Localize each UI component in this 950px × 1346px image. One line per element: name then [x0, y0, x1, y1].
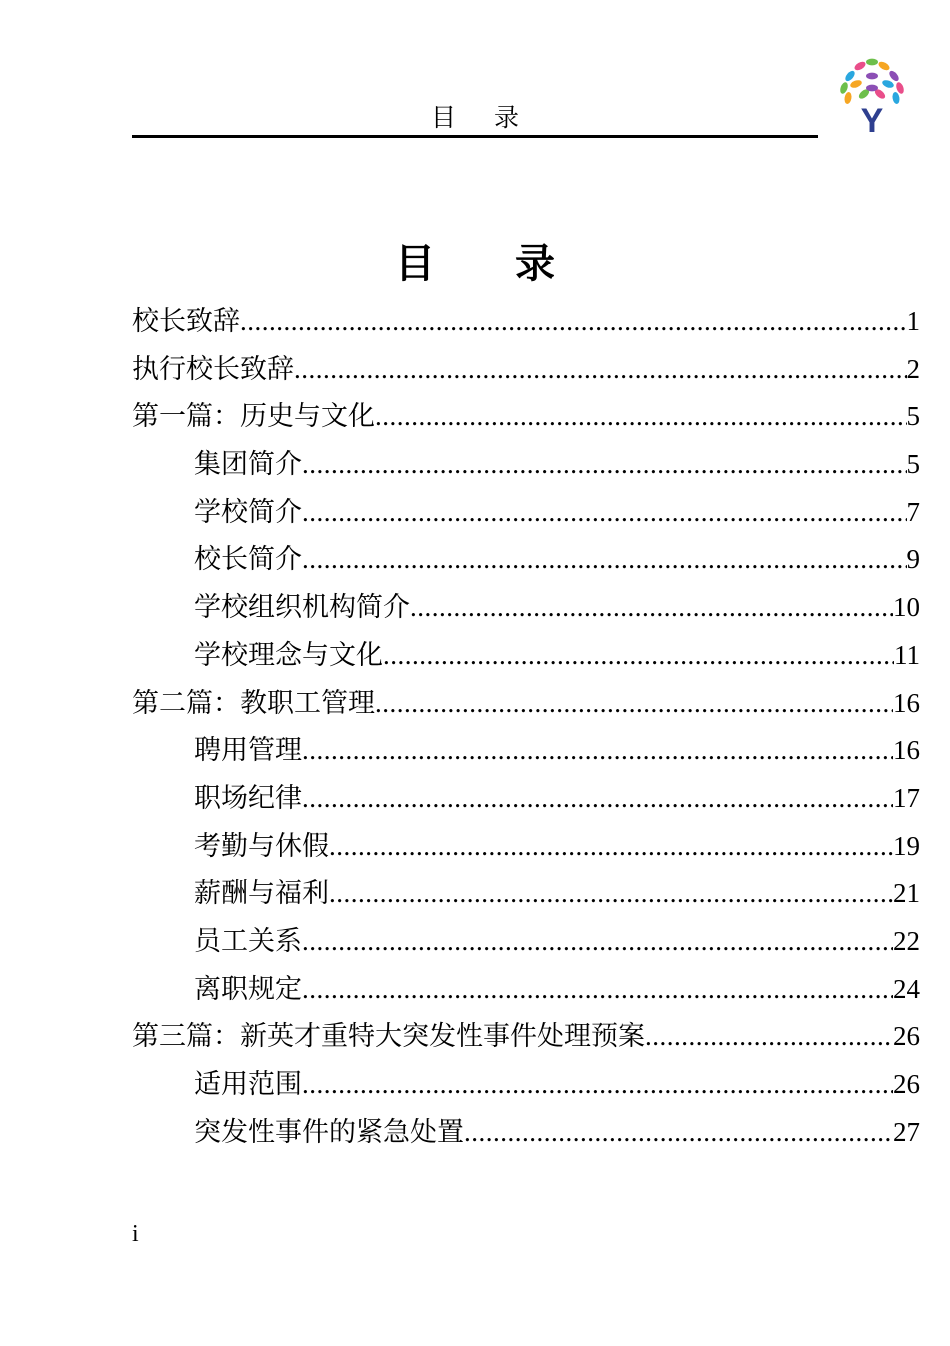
- toc-entry-label: 适用范围: [194, 1069, 302, 1100]
- logo-leaf: [844, 69, 857, 83]
- toc-entry[interactable]: [132, 584, 920, 632]
- logo-leaf: [853, 60, 867, 72]
- toc-entry[interactable]: [132, 393, 920, 441]
- toc-dot-leader: [383, 632, 894, 680]
- toc-entry[interactable]: [132, 680, 920, 728]
- toc-entry-label: 聘用管理: [194, 735, 302, 767]
- toc-dot-leader: [375, 393, 907, 441]
- toc-dot-leader: [302, 489, 907, 537]
- toc-dot-leader: [302, 966, 893, 1014]
- toc-entry-label: 第三篇：新英才重特大突发性事件处理预案: [132, 1021, 645, 1053]
- toc-entry-label: 集团简介: [194, 449, 302, 481]
- toc-entry-page: 7: [906, 496, 920, 527]
- toc-entry[interactable]: [132, 727, 920, 775]
- toc-entry-label: 第一篇：历史与文化: [132, 401, 375, 433]
- tree-logo-icon: [830, 52, 914, 136]
- toc-entry[interactable]: [132, 870, 920, 918]
- toc-entry-label: 执行校长致辞: [132, 353, 294, 385]
- toc-entry-page: 26: [893, 1069, 920, 1099]
- toc-dot-leader: [645, 1013, 893, 1061]
- toc-entry-page: 17: [893, 782, 920, 813]
- toc-entry-page: 16: [893, 687, 920, 718]
- toc-dot-leader: [302, 1061, 893, 1109]
- toc-entry-page: 26: [893, 1021, 920, 1052]
- logo-leaf: [866, 59, 878, 66]
- toc-entry[interactable]: [132, 918, 920, 966]
- toc-dot-leader: [302, 918, 893, 966]
- toc-dot-leader: [294, 346, 907, 394]
- table-of-contents: [132, 298, 920, 1156]
- toc-dot-leader: [329, 823, 893, 871]
- toc-entry[interactable]: [132, 489, 920, 537]
- page-title: 目录: [395, 241, 635, 287]
- toc-entry[interactable]: [132, 1013, 920, 1061]
- toc-entry-page: 16: [893, 735, 920, 766]
- toc-entry-page: 5: [906, 401, 920, 432]
- toc-entry-page: 19: [893, 830, 920, 861]
- toc-entry-label: 员工关系: [194, 925, 302, 957]
- toc-entry[interactable]: [132, 441, 920, 489]
- toc-dot-leader: [302, 536, 907, 584]
- toc-entry[interactable]: [132, 1061, 920, 1109]
- logo-leaf: [877, 60, 891, 72]
- toc-entry-label: 离职规定: [194, 973, 302, 1005]
- toc-entry[interactable]: [132, 966, 920, 1014]
- logo-leaf: [888, 69, 901, 83]
- toc-entry-page: 5: [906, 449, 920, 480]
- toc-entry-label: 薪酬与福利: [194, 878, 329, 910]
- logo-leaf: [844, 92, 853, 105]
- toc-dot-leader: [302, 441, 907, 489]
- logo-leaf: [849, 79, 863, 89]
- toc-entry-label: 校长致辞: [132, 306, 240, 337]
- toc-entry-label: 第二篇：教职工管理: [132, 687, 375, 719]
- toc-entry-page: 1: [906, 306, 920, 336]
- toc-dot-leader: [410, 584, 893, 632]
- toc-entry[interactable]: [132, 298, 920, 346]
- toc-entry-label: 职场纪律: [194, 782, 302, 814]
- toc-entry-label: 学校理念与文化: [194, 639, 383, 671]
- toc-dot-leader: [329, 870, 893, 918]
- toc-entry[interactable]: [132, 775, 920, 823]
- logo-letter: Y: [860, 102, 884, 136]
- running-header-title: 目录: [430, 103, 557, 132]
- toc-entry-label: 学校简介: [194, 496, 302, 528]
- toc-entry-label: 考勤与休假: [194, 830, 329, 862]
- toc-entry-page: 24: [893, 973, 920, 1004]
- toc-dot-leader: [302, 775, 893, 823]
- toc-entry-page: 27: [893, 1116, 920, 1147]
- toc-dot-leader: [464, 1109, 893, 1157]
- toc-entry[interactable]: [132, 536, 920, 584]
- toc-dot-leader: [375, 680, 893, 728]
- logo-leaf: [892, 92, 901, 105]
- logo-leaf: [866, 85, 878, 92]
- logo-leaf: [866, 73, 878, 80]
- toc-entry-label: 突发性事件的紧急处置: [194, 1116, 464, 1148]
- toc-entry[interactable]: [132, 1109, 920, 1157]
- toc-entry[interactable]: [132, 346, 920, 394]
- toc-dot-leader: [240, 298, 907, 346]
- toc-entry-page: 9: [906, 544, 920, 575]
- toc-entry-label: 校长简介: [194, 544, 302, 576]
- toc-entry-label: 学校组织机构简介: [194, 592, 410, 624]
- logo-leaf: [881, 79, 895, 89]
- header-rule: [132, 135, 818, 138]
- toc-dot-leader: [302, 727, 893, 775]
- toc-entry-page: 21: [893, 878, 920, 909]
- page-number: i: [132, 1221, 139, 1247]
- toc-entry-page: 2: [906, 353, 920, 384]
- toc-entry-page: 11: [894, 639, 920, 670]
- toc-entry[interactable]: [132, 823, 920, 871]
- toc-entry[interactable]: [132, 632, 920, 680]
- toc-entry-page: 22: [893, 925, 920, 956]
- toc-entry-page: 10: [893, 592, 920, 623]
